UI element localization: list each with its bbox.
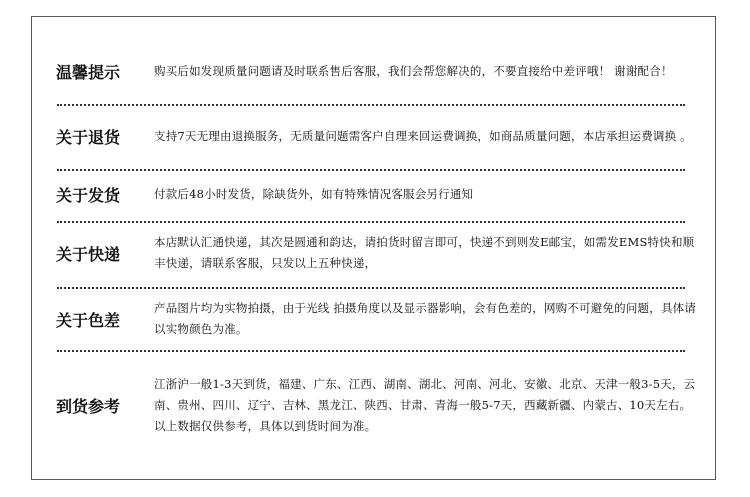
dotted-divider <box>57 221 685 223</box>
section-label: 关于发货 <box>56 185 121 205</box>
section-text: 支持7天无理由退换服务，无质量问题需客户自理来回运费调换，如商品质量问题，本店承担运费调换 。 <box>154 128 692 143</box>
section-delivery-time <box>32 359 715 451</box>
section-label: 到货参考 <box>56 396 121 416</box>
section-returns <box>32 112 715 160</box>
dotted-divider <box>57 350 685 352</box>
section-label: 关于退货 <box>56 127 121 147</box>
section-text: 江浙沪一般1-3天到货，福建、广东、江西、湖南、湖北、河南、河北、安徽、北京、天津一般3-5天，云南、贵州、四川、辽宁、吉林、黑龙江、陕西、甘肃、青海一般5-7天，西藏新疆、内蒙古、10天左右。以上数据仅供参考，具体以到货时间为准。 <box>154 376 696 433</box>
section-shipping <box>32 177 715 211</box>
section-text: 本店默认汇通快递，其次是圆通和韵达，请拍货时留言即可，快递不到则发E邮宝，如需发EMS特快和顺丰快递，请联系客服，只发以上五种快递， <box>154 235 695 270</box>
dotted-divider <box>57 104 685 106</box>
notice-panel <box>31 16 716 480</box>
section-label: 关于快递 <box>56 244 121 264</box>
section-text: 购买后如发现质量问题请及时联系售后客服，我们会帮您解决的，不要直接给中差评哦！ 谢谢配合！ <box>154 63 673 78</box>
dotted-divider <box>57 169 685 171</box>
section-label: 温馨提示 <box>56 62 121 82</box>
section-text: 付款后48小时发货，除缺货外，如有特殊情况客服会另行通知 <box>154 186 474 201</box>
section-color-difference <box>32 295 715 343</box>
dotted-divider <box>57 287 685 289</box>
section-label: 关于色差 <box>56 310 121 330</box>
section-tips <box>32 47 715 95</box>
section-express <box>32 229 715 277</box>
section-text: 产品图片均为实物拍摄，由于光线 拍摄角度以及显示器影响，会有色差的，网购不可避免的问题，具体请以实物颜色为准。 <box>154 301 697 336</box>
